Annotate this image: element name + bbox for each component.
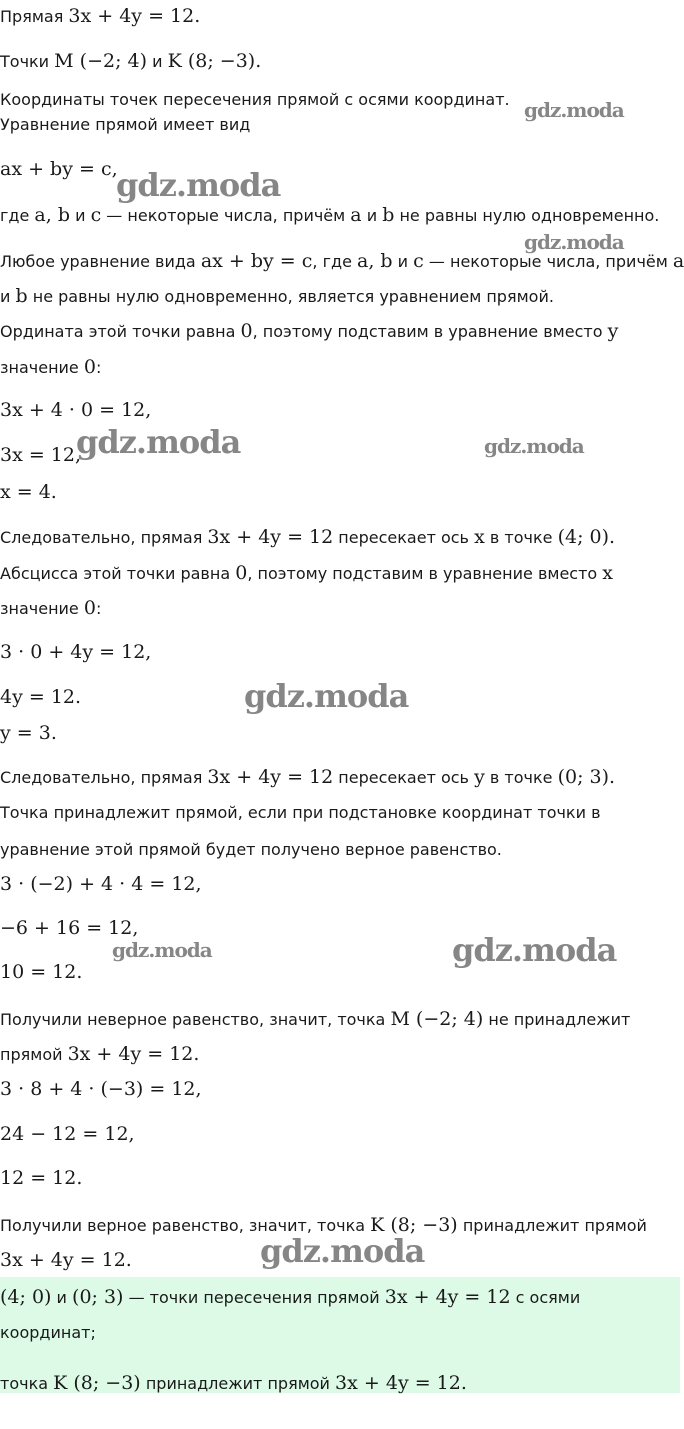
text-line [0, 526, 615, 548]
text: и [147, 52, 168, 71]
problem-line [0, 5, 200, 27]
math: y [474, 766, 485, 788]
equation: 3x + 4y = 12. [0, 1249, 132, 1271]
text-line: Точка принадлежит прямой, если при подстановке координат точки в [0, 803, 601, 822]
math: K (8; −3). [167, 50, 262, 72]
text: Точки [0, 52, 55, 71]
math: b [15, 285, 28, 307]
text: не равны нулю одновременно, является уравнением прямой. [27, 287, 554, 306]
text: не принадлежит [483, 1010, 631, 1029]
text: пересекает ось [333, 528, 475, 547]
math: M (−2; 4) [390, 1008, 484, 1030]
math: 0 [235, 562, 248, 584]
text-line: уравнение этой прямой будет получено верное равенство. [0, 840, 502, 859]
text: Ордината этой точки равна [0, 322, 241, 341]
text-line [0, 1008, 630, 1030]
text: , где [312, 252, 357, 271]
text: значение [0, 599, 84, 618]
equation: 3 · 0 + 4y = 12, [0, 641, 152, 663]
math: y [607, 320, 619, 342]
math: c [90, 204, 102, 226]
equation: 24 − 12 = 12, [0, 1123, 135, 1145]
math: 3x + 4y = 12 [207, 526, 334, 548]
math: a [672, 250, 684, 272]
text: — некоторые числа, причём [101, 206, 351, 225]
text-line [0, 204, 659, 226]
text-line [0, 597, 101, 619]
answer-line [0, 1286, 580, 1308]
equation: −6 + 16 = 12, [0, 917, 139, 939]
text: — некоторые числа, причём [423, 252, 673, 271]
math: x [602, 562, 613, 584]
answer-line: координат; [0, 1323, 96, 1342]
math: 0 [83, 356, 96, 378]
text: Любое уравнение вида [0, 252, 201, 271]
math: x [474, 526, 485, 548]
equation: x = 4. [0, 481, 57, 503]
math: K (8; −3) [370, 1214, 458, 1236]
math: a, b [34, 204, 70, 226]
watermark: gdz.moda [484, 434, 584, 458]
text-line: Уравнение прямой имеет вид [0, 115, 251, 134]
math: 3x + 4y = 12. [67, 1043, 200, 1065]
text-line [0, 562, 613, 584]
text: Прямая [0, 7, 69, 26]
equation: 12 = 12. [0, 1167, 83, 1189]
text: Следовательно, прямая [0, 768, 208, 787]
equation: 10 = 12. [0, 961, 83, 983]
watermark: gdz.moda [524, 98, 624, 122]
equation: ax + by = c, [0, 158, 118, 180]
watermark: gdz.moda [112, 938, 212, 962]
text: и [0, 287, 16, 306]
math: 3x + 4y = 12. [68, 5, 201, 27]
equation: 3x + 4 · 0 = 12, [0, 399, 152, 421]
text: и [51, 1288, 73, 1307]
text: и [361, 206, 383, 225]
text: точка [0, 1374, 54, 1393]
text-line [0, 285, 554, 307]
math: 0 [240, 320, 253, 342]
text: и [392, 252, 414, 271]
text: : [95, 358, 102, 377]
text: — точки пересечения прямой [123, 1288, 385, 1307]
text: с осями [510, 1288, 581, 1307]
watermark: gdz.moda [244, 677, 409, 715]
equation: y = 3. [0, 722, 57, 744]
equation: 3 · (−2) + 4 · 4 = 12, [0, 873, 202, 895]
math: 3x + 4y = 12 [384, 1286, 511, 1308]
text: в точке [484, 768, 558, 787]
text-line [0, 766, 615, 788]
math: b [382, 204, 395, 226]
answer-line [0, 1372, 467, 1394]
text: Абсцисса этой точки равна [0, 564, 236, 583]
text: Получили неверное равенство, значит, точка [0, 1010, 391, 1029]
text: прямой [0, 1045, 68, 1064]
math: (0; 3) [72, 1286, 124, 1308]
math: 3x + 4y = 12. [335, 1372, 467, 1394]
watermark: gdz.moda [452, 931, 617, 969]
text: Следовательно, прямая [0, 528, 208, 547]
equation: 3x = 12, [0, 444, 82, 466]
watermark: gdz.moda [116, 166, 281, 204]
text: пересекает ось [333, 768, 475, 787]
watermark: gdz.moda [76, 423, 241, 461]
math: 3x + 4y = 12 [207, 766, 334, 788]
equation: 3 · 8 + 4 · (−3) = 12, [0, 1078, 202, 1100]
equation: 4y = 12. [0, 686, 82, 708]
text: принадлежит прямой [457, 1216, 647, 1235]
text-line [0, 356, 101, 378]
text: где [0, 206, 35, 225]
math: (4; 0). [557, 526, 616, 548]
text: в точке [484, 528, 558, 547]
math: a [350, 204, 362, 226]
text: значение [0, 358, 84, 377]
text: не равны нулю одновременно. [394, 206, 660, 225]
points-line [0, 50, 261, 72]
text-line [0, 1043, 199, 1065]
math: M (−2; 4) [54, 50, 148, 72]
math: (4; 0) [0, 1286, 52, 1308]
text: и [69, 206, 91, 225]
text: принадлежит прямой [140, 1374, 336, 1393]
math: ax + by = c [200, 250, 313, 272]
math: (0; 3). [557, 766, 616, 788]
math: c [413, 250, 424, 272]
text: , поэтому подставим в уравнение вместо [252, 322, 608, 341]
text: Получили верное равенство, значит, точка [0, 1216, 371, 1235]
watermark: gdz.moda [260, 1232, 425, 1270]
text-line: Координаты точек пересечения прямой с осями координат. [0, 90, 510, 109]
text: , поэтому подставим в уравнение вместо [247, 564, 603, 583]
math: a, b [357, 250, 393, 272]
math: 0 [83, 597, 96, 619]
watermark: gdz.moda [524, 230, 624, 254]
text-line [0, 320, 618, 342]
math: K (8; −3) [53, 1372, 141, 1394]
text: : [95, 599, 102, 618]
